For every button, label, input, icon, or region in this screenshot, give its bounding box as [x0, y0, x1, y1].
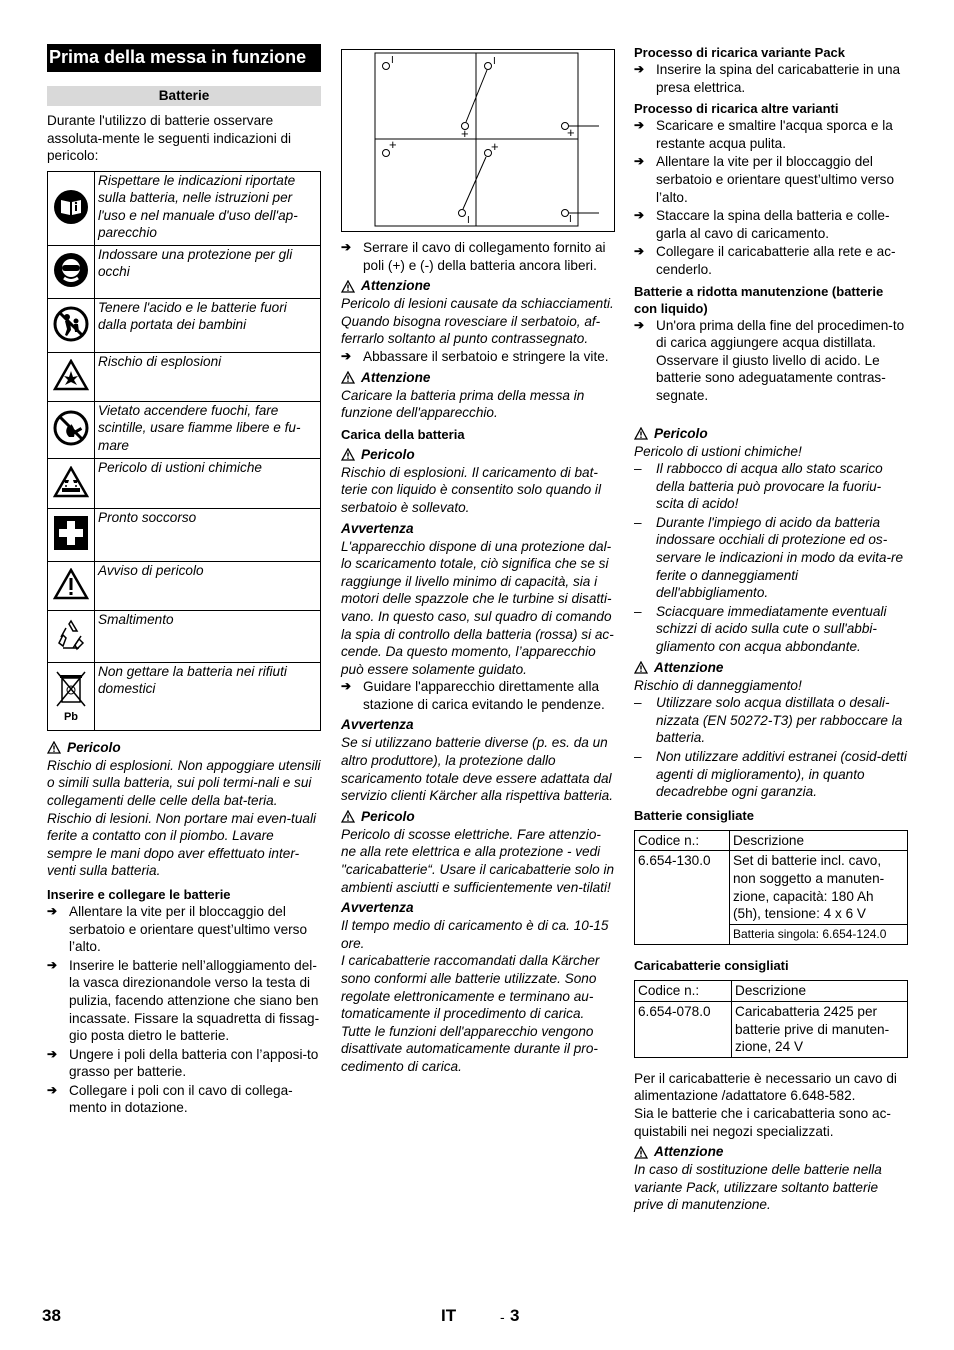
list-item [634, 748, 908, 801]
item-text: Utilizzare solo acqua distillata o desali-nizzata (EN 50272-T3) per rabboccare la batteria. [656, 695, 903, 746]
pericolo-heading [341, 446, 615, 464]
low-maintenance-heading: Batterie a ridotta manutenzione (batterie con liquido) [634, 283, 884, 316]
warning-icon [341, 810, 355, 823]
avvertenza-label: Avvertenza [341, 900, 414, 916]
step-text: Serrare il cavo di collegamento fornito ai poli (+) e (-) della batteria ancora liberi. [363, 240, 606, 273]
warning-icon [341, 371, 355, 384]
symbol-text-children: Tenere l'acido e le batterie fuori dalla portata dei bambini [95, 298, 321, 352]
pole-label: I [391, 55, 394, 66]
avvertenza-heading [341, 520, 615, 538]
arrow-icon: ➔ [47, 1046, 58, 1061]
table-cell: Caricabatteria 2425 per batterie prive di manuten-zione, 24 V [732, 1001, 908, 1057]
step-text: Un'ora prima della fine del procedimen-to di carica aggiungere acqua distillata. Osservare il giusto livello di acido. Le batterie sono adeguatamente contras-segnate. [656, 317, 905, 403]
attenzione-heading [341, 277, 615, 295]
attenzione-heading [634, 659, 908, 677]
cable-text: Per il caricabatterie è necessario un cavo di alimentazione /adattatore 6.648-582. [634, 1070, 897, 1104]
corrosive-icon [48, 458, 95, 508]
first-aid-icon [48, 508, 95, 561]
table-header: Descrizione [732, 981, 908, 1002]
pericolo-text-2: Rischio di lesioni. Non portare mai even-tuali ferite a contatto con il piombo. Lavare sempre le mani dopo aver effettuato inter-venti sulla batteria. [47, 810, 316, 879]
step-text: Inserire le batterie nell’alloggiamento del-la vasca direzionandole verso la testa di pulizia, facendo attenzione che siano ben incassate. Fissare la squadretta di fissag-gio posta dietro le batterie. [69, 957, 320, 1044]
arrow-icon: ➔ [634, 317, 645, 332]
arrow-icon: ➔ [47, 903, 58, 918]
pericolo-label: Pericolo [361, 446, 415, 462]
step-text: Abbassare il serbatoio e stringere la vite. [363, 348, 609, 364]
arrow-icon: ➔ [341, 679, 352, 694]
pole-label: I [467, 215, 470, 226]
recommended-chargers-table [634, 980, 908, 1057]
symbol-text-chemical: Pericolo di ustioni chimiche [95, 458, 321, 508]
table-cell: 6.654-130.0 [635, 851, 730, 945]
item-text: Non utilizzare additivi estranei (cosid-detti agenti di miglioramento), in quanto decadrebbe ogni garanzia. [656, 749, 907, 800]
step-text: Inserire la spina del caricabatterie in una presa elettrica. [656, 62, 901, 95]
pole-label: + [461, 126, 469, 141]
pole-label: + [567, 125, 575, 140]
pericolo-label: Pericolo [67, 739, 121, 755]
list-item [47, 1046, 321, 1081]
step-text: Collegare i poli con il cavo di collega-mento in dotazione. [69, 1082, 293, 1116]
avvertenza-text: Tutte le funzioni dell'apparecchio vengono disattivate automaticamente durante il pro-cedimento di carica. [341, 1023, 598, 1074]
list-item [47, 903, 321, 956]
avvertenza-label: Avvertenza [341, 717, 414, 733]
step-text: Staccare la spina della batteria e colle-garla al cavo di caricamento. [656, 208, 890, 241]
warning-icon [634, 427, 648, 440]
pericolo-label: Pericolo [654, 425, 708, 441]
recommended-batteries-table [634, 830, 908, 946]
recommended-chargers-heading: Caricabatterie consigliati [634, 958, 789, 974]
list-item [634, 117, 908, 152]
warning-icon [341, 280, 355, 293]
table-cell: Set di batterie incl. cavo, non soggetto a manuten-zione, capacità: 180 Ah (5h), tensione: 4 x 6 V [730, 851, 908, 924]
list-item [634, 603, 908, 656]
list-item [634, 514, 908, 602]
step-text: Allentare la vite per il bloccaggio del serbatoio e orientare quest’ultimo verso l’alto. [656, 154, 895, 205]
avvertenza-text: L'apparecchio dispone di una protezione dal-lo scaricamento totale, ciò significa che se si raggiunge il livello minimo di capacità, sia i motori delle spazzole che le turbine si disatti-vano. In questo caso, sul quadro di comando la spia di controllo della batteria (rossa) si ac-cende. Da questo momento, l’apparecchio può essere solamente guidato. [341, 538, 614, 677]
item-text: Durante l'impiego di acido da batteria indossare occhiali di protezione ed os-servare le indicazioni in modo da evita-re ferite o danneggiamenti dell'abbigliamento. [656, 514, 904, 601]
symbol-text-manual: Rispettare le indicazioni riportate sulla batteria, nelle istruzioni per l'uso e nel manuale d'uso dell'ap-parecchio [95, 171, 321, 245]
goggles-icon [48, 245, 95, 298]
dash-marker: – [634, 603, 642, 619]
symbol-text-first-aid: Pronto soccorso [95, 508, 321, 561]
page-number: 38 [42, 1306, 61, 1325]
pb-badge: Pb [63, 710, 79, 722]
list-item [341, 239, 615, 274]
pericolo-heading [341, 808, 615, 826]
list-item [634, 153, 908, 206]
other-heading: Processo di ricarica altre varianti [634, 101, 839, 117]
list-item [341, 348, 615, 366]
list-item [634, 243, 908, 278]
pole-label: I [569, 214, 572, 225]
section-title: Prima della messa in funzione [47, 44, 321, 72]
attenzione-label: Attenzione [361, 369, 431, 385]
warning-icon [634, 661, 648, 674]
attenzione-text: Caricare la batteria prima della messa in funzione dell'apparecchio. [341, 387, 585, 421]
arrow-icon: ➔ [341, 240, 352, 254]
step-text: Guidare l'apparecchio direttamente alla stazione di carica evitando le pendenze. [363, 679, 605, 712]
arrow-icon: ➔ [634, 118, 645, 133]
pericolo-text: Rischio di esplosioni. Non appoggiare utensili o simili sulla batteria, sui poli termi-nali e sui collegamenti delle celle della bat-teria. [47, 757, 321, 808]
avvertenza-text: Il tempo medio di caricamento è di ca. 10-15 ore. [341, 918, 609, 951]
arrow-icon: ➔ [634, 154, 645, 169]
arrow-icon: ➔ [341, 348, 352, 363]
attenzione-text: Rischio di danneggiamento! [634, 677, 802, 693]
symbol-text-goggles: Indossare una protezione per gli occhi [95, 245, 321, 298]
pericolo-text: Rischio di esplosioni. Il caricamento di bat-terie con liquido è consentito solo quando il serbatoio è sollevato. [341, 464, 601, 515]
attenzione-heading [341, 369, 615, 387]
symbol-text-disposal: Smaltimento [95, 610, 321, 662]
recommended-batteries-heading: Batterie consigliate [634, 807, 754, 823]
list-item [634, 460, 908, 513]
warning-icon [634, 1146, 648, 1159]
pole-label: I [493, 56, 496, 67]
attenzione-text: In caso di sostituzione delle batterie nella variante Pack, utilizzare soltanto batterie prive di manutenzione. [634, 1162, 882, 1213]
column-left [47, 44, 321, 1117]
avvertenza-heading [341, 899, 615, 917]
dash-marker: – [634, 749, 642, 764]
symbol-text-warning: Avviso di pericolo [95, 561, 321, 610]
step-text: Collegare il caricabatterie alla rete e ac-cenderlo. [656, 244, 896, 277]
step-text: Ungere i poli della batteria con l’apposi-to grasso per batterie. [69, 1046, 319, 1080]
pericolo-heading [634, 425, 908, 443]
book-icon [48, 171, 95, 245]
section-page-number: 3 [510, 1306, 520, 1325]
table-header: Codice n.: [635, 981, 732, 1002]
avvertenza-heading [341, 716, 615, 734]
pericolo-text: Pericolo di ustioni chimiche! [634, 443, 802, 459]
shop-text: Sia le batterie che i caricabatteria sono ac-quistabili nei negozi specializzati. [634, 1105, 891, 1139]
dash-marker: – [634, 695, 642, 711]
safety-symbol-table [47, 171, 321, 731]
pole-label: + [389, 137, 397, 152]
pericolo-label: Pericolo [361, 808, 415, 824]
charge-heading: Carica della batteria [341, 426, 465, 442]
no-fire-icon [48, 401, 95, 458]
list-item [47, 1082, 321, 1117]
table-cell: 6.654-078.0 [635, 1001, 732, 1057]
symbol-text-fire: Vietato accendere fuochi, fare scintille, usare fiamme libere e fu-mare [95, 401, 321, 458]
pack-heading: Processo di ricarica variante Pack [634, 45, 846, 60]
column-middle [341, 49, 615, 1076]
dash-marker: – [634, 514, 642, 530]
pericolo-heading [47, 739, 321, 757]
list-item [634, 694, 908, 747]
arrow-icon: ➔ [634, 208, 645, 223]
list-item [634, 207, 908, 242]
dash-marker: – [634, 461, 642, 477]
table-header: Descrizione [730, 830, 908, 851]
recycle-icon [48, 610, 95, 662]
attenzione-text: Pericolo di lesioni causate da schiacciamenti. Quando bisogna rovesciare il serbatoio, af-ferrarlo soltanto al punto contrassegnato. [341, 296, 614, 347]
intro-text: Durante l'utilizzo di batterie osservare assoluta-mente le seguenti indicazioni di pericolo: [47, 113, 292, 164]
table-header: Codice n.: [635, 830, 730, 851]
arrow-icon: ➔ [634, 244, 645, 259]
subsection-title: Batterie [47, 86, 321, 106]
table-cell: Batteria singola: 6.654-124.0 [730, 924, 908, 945]
pericolo-text: Pericolo di scosse elettriche. Fare attenzio-ne alla rete elettrica e alla protezione - vedi "caricabatterie“. Usare il caricabatterie solo in ambienti asciutti e sufficientemente ven-tilati! [341, 826, 615, 895]
avvertenza-text: I caricabatterie raccomandati dalla Kärcher sono conformi alle batterie utilizzate. Sono regolate elettronicamente e terminano au-tomaticamente il procedimento di carica. [341, 953, 600, 1022]
warning-icon [47, 741, 61, 754]
pole-label: + [491, 139, 499, 154]
warning-icon [341, 448, 355, 461]
no-children-icon [48, 298, 95, 352]
footer-separator: - [500, 1309, 505, 1325]
no-bin-icon [48, 662, 95, 730]
step-text: Scaricare e smaltire l'acqua sporca e la restante acqua pulita. [656, 118, 893, 151]
insert-heading: Inserire e collegare le batterie [47, 886, 231, 902]
item-text: Sciacquare immediatamente eventuali schizzi di acido sulla cute o sull'abbi-gliamento con acqua abbondante. [656, 603, 887, 655]
column-right [634, 44, 908, 1214]
attenzione-heading [634, 1143, 908, 1161]
arrow-icon: ➔ [634, 62, 645, 76]
attenzione-label: Attenzione [654, 659, 724, 675]
attenzione-label: Attenzione [654, 1144, 724, 1160]
avvertenza-text: Se si utilizzano batterie diverse (p. es. da un altro produttore), la protezione dallo scaricamento totale deve essere adattata dal servizio clienti Kärcher alla rispettiva batteria. [341, 735, 613, 804]
arrow-icon: ➔ [47, 1082, 58, 1097]
arrow-icon: ➔ [47, 957, 58, 972]
explosion-icon [48, 352, 95, 401]
item-text: Il rabbocco di acqua allo stato scarico della batteria può provocare la fuoriu-scita di acido! [656, 461, 883, 512]
list-item [634, 317, 908, 405]
list-item [634, 61, 908, 96]
language-code: IT [441, 1306, 457, 1325]
symbol-text-household: Non gettare la batteria nei rifiuti domestici [95, 662, 321, 730]
battery-wiring-diagram [341, 49, 615, 232]
warning-icon [48, 561, 95, 610]
symbol-text-explosion: Rischio di esplosioni [95, 352, 321, 401]
step-text: Allentare la vite per il bloccaggio del serbatoio e orientare quest’ultimo verso l’alto. [69, 903, 308, 955]
attenzione-label: Attenzione [361, 278, 431, 294]
avvertenza-label: Avvertenza [341, 520, 414, 536]
list-item [47, 957, 321, 1045]
list-item [341, 678, 615, 713]
